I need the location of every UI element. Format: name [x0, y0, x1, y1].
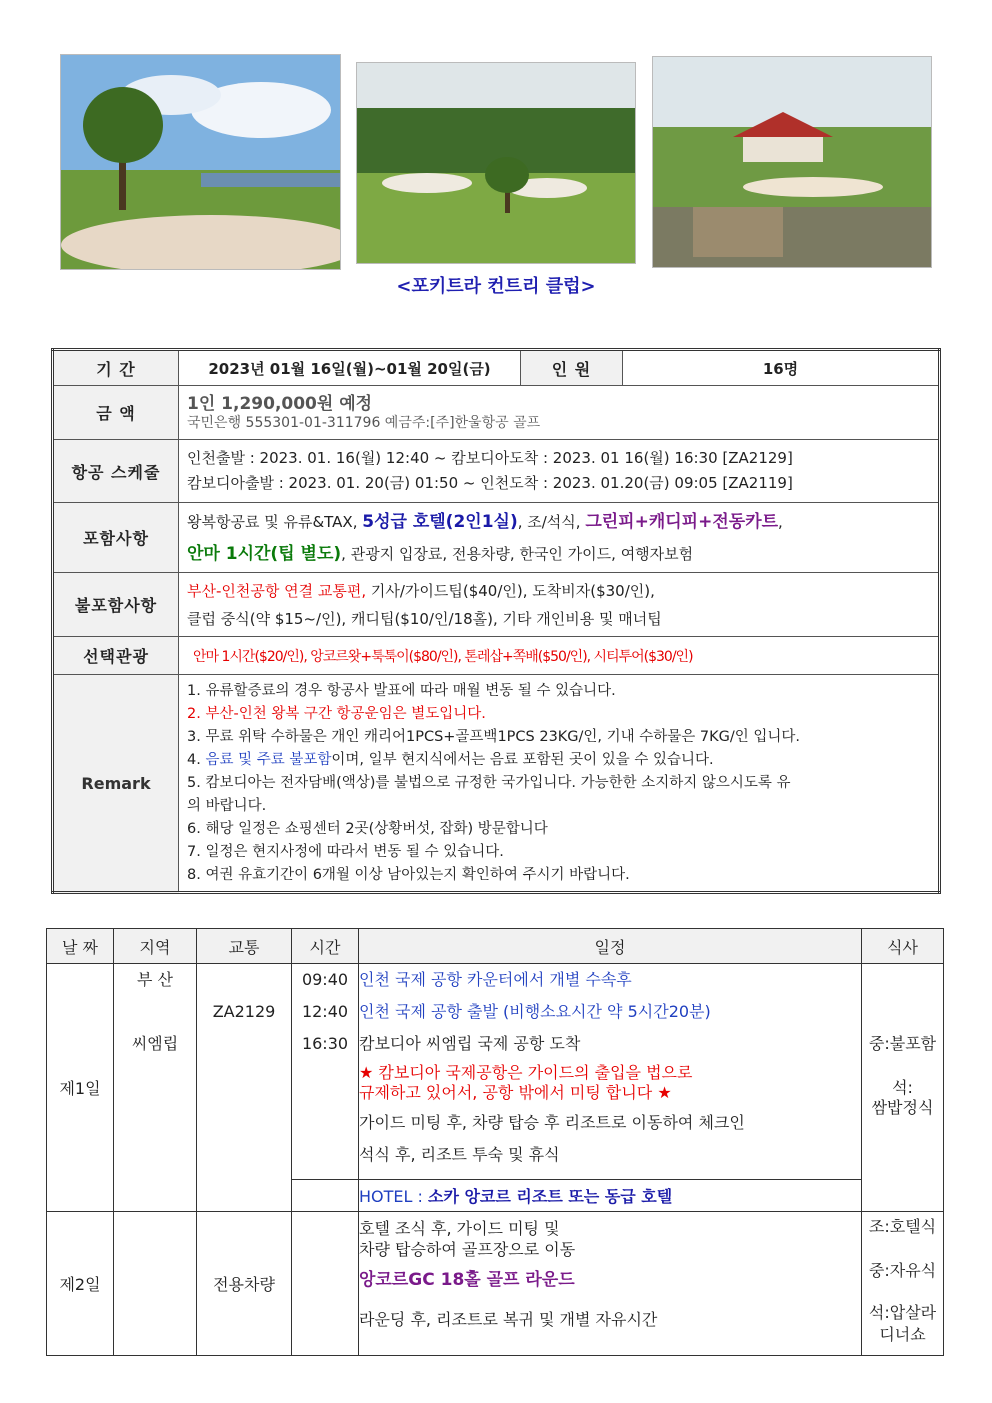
include-text-f: 안마 1시간(팁 별도) — [187, 543, 342, 564]
day2-meal-2: 중:자유식 — [868, 1261, 937, 1280]
day2-plan-3: 라운딩 후, 리조트로 복귀 및 개별 자유시간 — [359, 1310, 658, 1329]
flight-label: 항공 스케줄 — [53, 440, 179, 503]
golf-course-photo-2 — [356, 62, 636, 264]
day1-transport — [197, 964, 292, 1212]
day1-notice-line-2: 규제하고 있어서, 공항 밖에서 미팅 합니다 ★ — [359, 1083, 672, 1102]
day1-meal — [862, 964, 944, 1212]
day2-meal-3b: 디너쇼 — [879, 1325, 926, 1344]
include-line-2 — [187, 538, 930, 570]
header-region: 지역 — [114, 929, 197, 964]
optional-label: 선택관광 — [53, 637, 179, 675]
day2-plan-1a: 호텔 조식 후, 가이드 미팅 및 — [359, 1219, 560, 1238]
day2-meal-3a: 석:압살라 — [868, 1303, 937, 1322]
day2-meal-1: 조:호텔식 — [868, 1217, 937, 1236]
tour-info-table — [51, 348, 941, 894]
include-text-d: 그린피+캐디피+전동카트 — [585, 511, 779, 532]
exclude-text-a: 부산-인천공항 연결 교통편, — [187, 581, 367, 600]
day1-transport-value: ZA2129 — [212, 1002, 276, 1021]
period-label: 기 간 — [53, 350, 179, 386]
people-label: 인 원 — [521, 350, 623, 386]
remark-7: 7. 일정은 현지사정에 따라서 변동 될 수 있습니다. — [187, 843, 504, 860]
day1-plan-6: 석식 후, 리조트 투숙 및 휴식 — [359, 1145, 560, 1164]
bank-info: 국민은행 555301-01-311796 예금주:[주]한울항공 골프 — [187, 414, 541, 431]
price-cell — [179, 386, 940, 440]
day1-meal-2 — [862, 1060, 943, 1118]
price-label: 금 액 — [53, 386, 179, 440]
exclude-line-1 — [187, 577, 930, 605]
header-time: 시간 — [292, 929, 359, 964]
exclude-label: 불포함사항 — [53, 573, 179, 637]
day1-plan-5: 가이드 미팅 후, 차량 탑승 후 리조트로 이동하여 체크인 — [359, 1113, 745, 1132]
include-cell — [179, 503, 940, 573]
header-date: 날 짜 — [47, 929, 114, 964]
remark-cell — [179, 675, 940, 893]
day1-plan-2: 인천 국제 공항 출발 (비행소요시간 약 5시간20분) — [359, 1002, 711, 1021]
include-label: 포함사항 — [53, 503, 179, 573]
header-transport: 교통 — [197, 929, 292, 964]
flight-line-1: 인천출발 : 2023. 01. 16(월) 12:40 ~ 캄보디아도착 : 2023. 01 16(월) 16:30 [ZA2129] — [187, 449, 793, 467]
day1-region — [114, 964, 197, 1212]
include-text-a: 왕복항공료 및 유류&TAX, — [187, 512, 363, 531]
remark-4-rest: 이며, 일부 현지식에서는 음료 포함된 곳이 있을 수 있습니다. — [331, 751, 714, 768]
exclude-line-2: 클럽 중식(약 $15~/인), 캐디팁($10/인/18홀), 기타 개인비용 및 매너팁 — [187, 609, 662, 628]
day1-meal-1: 중:불포함 — [868, 1034, 937, 1053]
day1-plan — [359, 964, 862, 1180]
include-text-g: , 관광지 입장료, 전용차량, 한국인 가이드, 여행자보험 — [341, 544, 694, 563]
header-plan: 일정 — [359, 929, 862, 964]
day2-meal — [862, 1212, 944, 1356]
day1-transport-spacer — [197, 964, 291, 996]
hotel-value: 소카 앙코르 리조트 또는 동급 호텔 — [427, 1187, 673, 1206]
day2-time-empty — [292, 1212, 359, 1356]
day1-hotel — [359, 1180, 862, 1212]
day1-notice — [359, 1060, 861, 1107]
include-text-b: 5성급 호텔(2인1실) — [362, 511, 518, 532]
remark-2: 2. 부산-인천 왕복 구간 항공운임은 별도입니다. — [187, 705, 486, 722]
remark-4 — [187, 749, 930, 772]
remark-4-prefix: 4. — [187, 751, 206, 768]
day2-plan-1 — [359, 1212, 861, 1260]
golf-course-photo-1 — [60, 54, 341, 270]
day1-region-2: 씨엠립 — [131, 1034, 179, 1053]
day1-meal-spacer — [862, 964, 943, 996]
flight-line-2: 캄보디아출발 : 2023. 01. 20(금) 01:50 ~ 인천도착 : 2023. 01.20(금) 09:05 [ZA2119] — [187, 474, 793, 492]
day2-transport: 전용차량 — [197, 1212, 292, 1356]
remark-label: Remark — [53, 675, 179, 893]
people-value: 16명 — [623, 350, 940, 386]
day2-region-empty — [114, 1212, 197, 1356]
day1-time-1: 09:40 — [301, 970, 349, 989]
day1-meal-2a: 석: — [892, 1078, 913, 1097]
remark-4-highlight: 음료 및 주료 불포함 — [205, 751, 332, 768]
day1-notice-line-1: ★ 캄보디아 국제공항은 가이드의 출입을 법으로 — [359, 1063, 693, 1082]
day1-times — [292, 964, 359, 1180]
remark-1: 1. 유류할증료의 경우 항공사 발표에 따라 매월 변동 될 수 있습니다. — [187, 682, 616, 699]
remark-5b: 의 바랍니다. — [187, 797, 267, 814]
optional-value: 안마 1시간($20/인), 앙코르왓+툭툭이($80/인), 톤레삽+쪽배($50/인), 시티투어($30/인) — [179, 637, 940, 675]
remark-3: 3. 무료 위탁 수하물은 개인 캐리어1PCS+골프백1PCS 23KG/인, 기내 수하물은 7KG/인 입니다. — [187, 728, 801, 745]
day2-plan-1b: 차량 탑승하여 골프장으로 이동 — [359, 1240, 576, 1259]
day2-date: 제2일 — [47, 1212, 114, 1356]
day1-meal-2b: 쌈밥정식 — [871, 1098, 934, 1117]
day1-date: 제1일 — [47, 964, 114, 1212]
day1-region-spacer — [114, 996, 196, 1028]
exclude-text-b: 기사/가이드팁($40/인), 도착비자($30/인), — [366, 581, 655, 600]
include-text-c: , 조/석식, — [517, 512, 586, 531]
price-value: 1인 1,290,000원 예정 — [187, 393, 373, 414]
day2-plan-2: 앙코르GC 18홀 골프 라운드 — [359, 1270, 575, 1290]
day1-time-3: 16:30 — [301, 1034, 349, 1053]
flight-cell — [179, 440, 940, 503]
day2-plan — [359, 1212, 862, 1356]
remark-5a: 5. 캄보디아는 전자담배(액상)를 불법으로 규정한 국가입니다. 가능한한 소지하지 않으시도록 유 — [187, 774, 791, 791]
day1-time-2: 12:40 — [301, 1002, 349, 1021]
day1-plan-1: 인천 국제 공항 카운터에서 개별 수속후 — [359, 970, 632, 989]
include-text-e: , — [778, 512, 783, 531]
include-line-1 — [187, 506, 930, 538]
day1-hotel-time-empty — [292, 1180, 359, 1212]
day1-plan-3: 캄보디아 씨엠립 국제 공항 도착 — [359, 1034, 581, 1053]
day2-meal-3 — [862, 1282, 943, 1346]
exclude-cell — [179, 573, 940, 637]
remark-8: 8. 여권 유효기간이 6개월 이상 남아있는지 확인하여 주시기 바랍니다. — [187, 866, 630, 883]
day1-meal-spacer-2 — [862, 996, 943, 1028]
itinerary-table — [46, 928, 944, 1356]
golf-club-caption: <포키트라 컨트리 클럽> — [396, 276, 596, 297]
remark-6: 6. 해당 일정은 쇼핑센터 2곳(상황버섯, 잡화) 방문합니다 — [187, 820, 548, 837]
golf-course-clubhouse-photo — [652, 56, 932, 268]
header-meal: 식사 — [862, 929, 944, 964]
period-value: 2023년 01월 16일(월)~01월 20일(금) — [179, 350, 521, 386]
hotel-label: HOTEL : — [359, 1187, 428, 1206]
day1-region-1: 부 산 — [137, 970, 173, 989]
